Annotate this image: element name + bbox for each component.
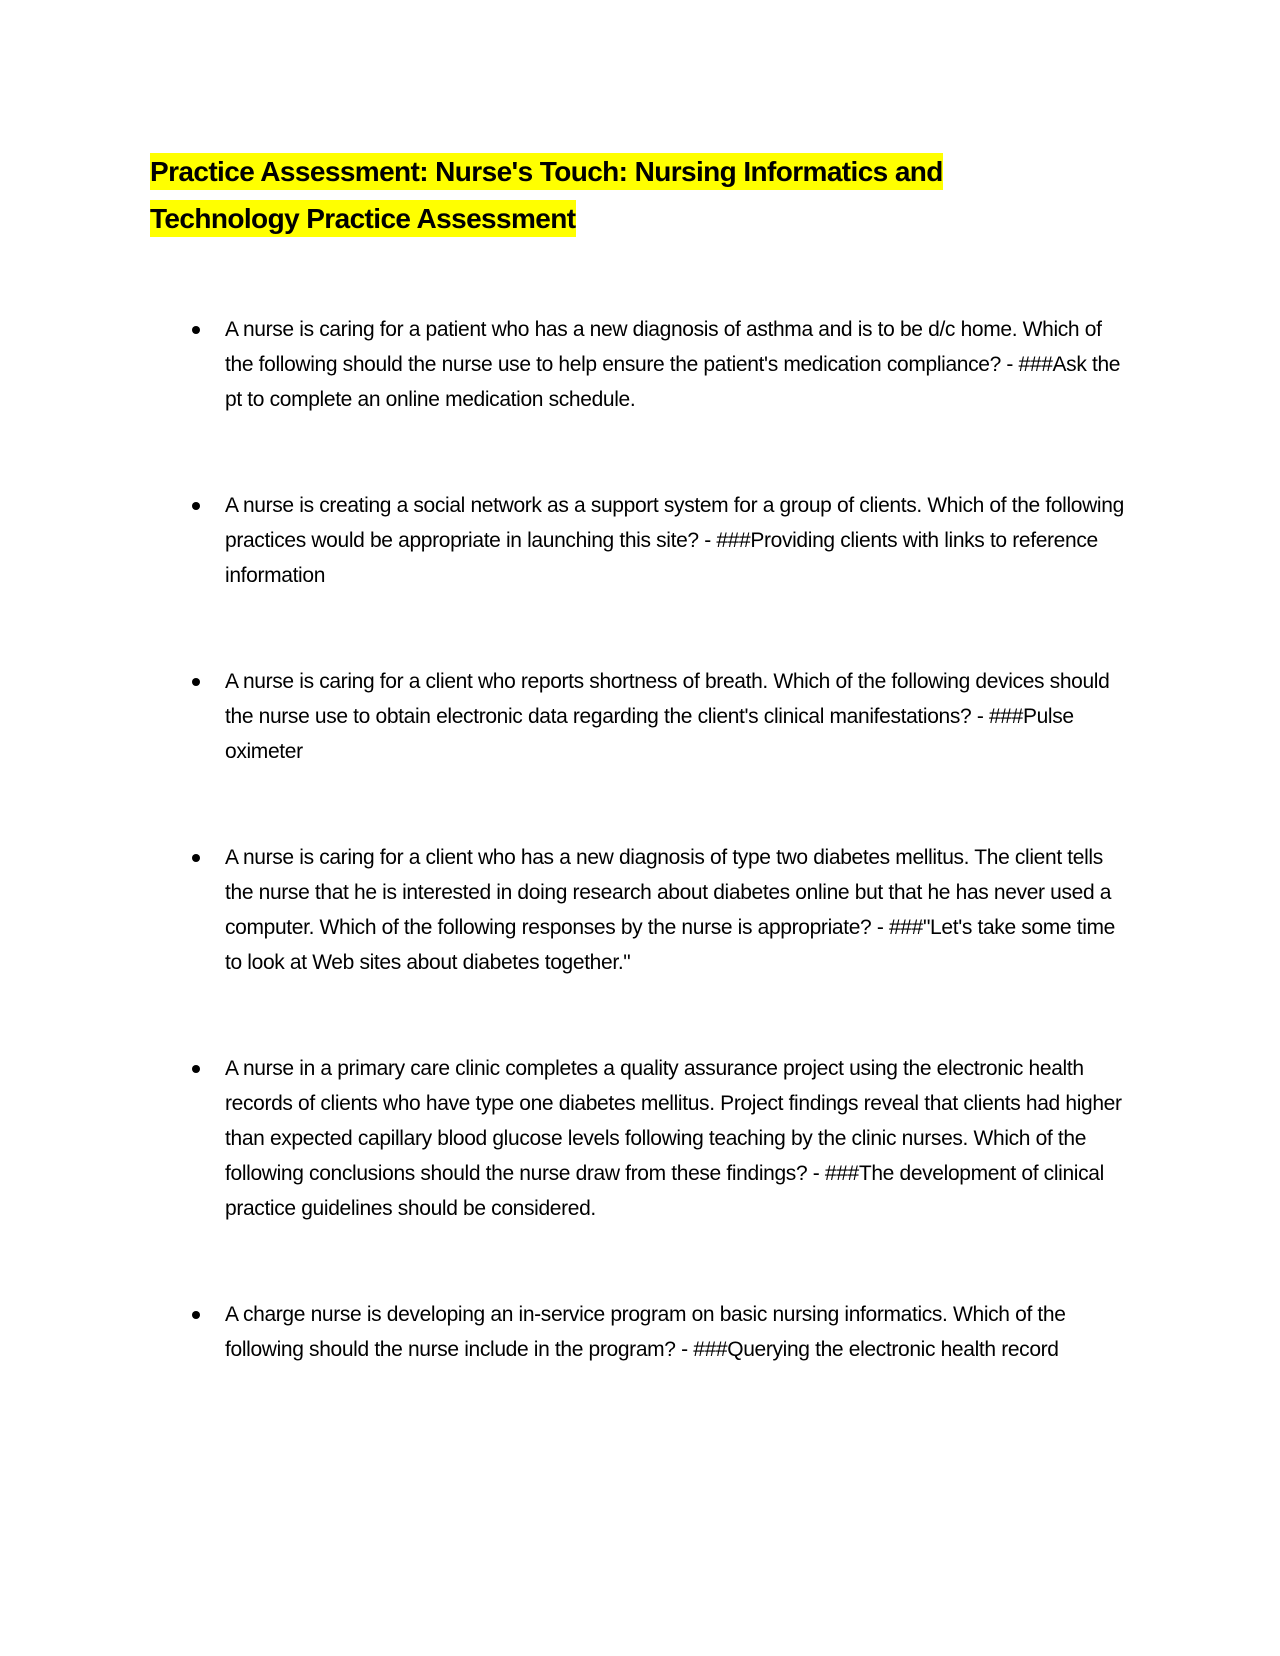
bullet-icon xyxy=(192,854,200,862)
item-text: A nurse is caring for a patient who has a new diagnosis of asthma and is to be d/c home. Which of the following should the nurse use to help ensure the patient's medication compliance? - ###Ask the pt to complete an online medication schedule. xyxy=(225,318,1121,411)
list-item xyxy=(225,840,1130,980)
question-list xyxy=(225,312,1130,1438)
item-text: A nurse is creating a social network as a support system for a group of clients. Which of the following practices would be appropriate in launching this site? - ###Providing clients with links to reference information xyxy=(225,494,1124,587)
list-item xyxy=(225,1297,1130,1367)
document-title xyxy=(150,148,1050,242)
bullet-icon xyxy=(192,678,200,686)
item-text: A nurse is caring for a client who has a new diagnosis of type two diabetes mellitus. The client tells the nurse that he is interested in doing research about diabetes online but that he has never used a computer. Which of the following responses by the nurse is appropriate? - ###"Let's take some time to look at Web sites about diabetes together." xyxy=(225,846,1115,974)
item-text: A nurse is caring for a client who reports shortness of breath. Which of the following devices should the nurse use to obtain electronic data regarding the client's clinical manifestations? - ###Pulse oximeter xyxy=(225,670,1110,763)
bullet-icon xyxy=(192,1311,200,1319)
list-item xyxy=(225,488,1130,593)
list-item xyxy=(225,312,1130,417)
bullet-icon xyxy=(192,1065,200,1073)
title-highlight: Practice Assessment: Nurse's Touch: Nursing Informatics and Technology Practice Assessment xyxy=(150,153,943,237)
bullet-icon xyxy=(192,502,200,510)
bullet-icon xyxy=(192,326,200,334)
list-item xyxy=(225,664,1130,769)
list-item xyxy=(225,1051,1130,1226)
item-text: A charge nurse is developing an in-service program on basic nursing informatics. Which of the following should the nurse include in the program? - ###Querying the electronic health record xyxy=(225,1303,1066,1361)
item-text: A nurse in a primary care clinic completes a quality assurance project using the electronic health records of clients who have type one diabetes mellitus. Project findings reveal that clients had higher than expected capillary blood glucose levels following teaching by the clinic nurses. Which of the following conclusions should the nurse draw from these findings? - ###The development of clinical practice guidelines should be considered. xyxy=(225,1057,1122,1220)
